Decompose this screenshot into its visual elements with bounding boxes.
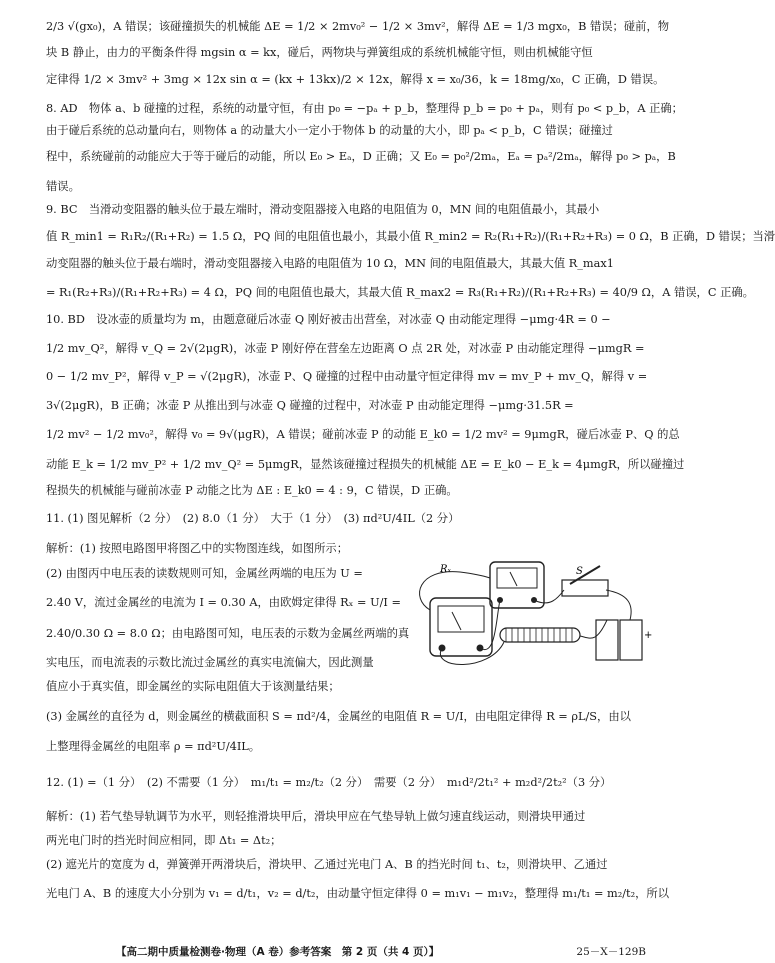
footer-title: 【高二期中质量检测卷·物理（A 卷）参考答案 第 2 页（共 4 页）】 [116, 946, 440, 958]
answer-line: 1/2 mv_Q²，解得 v_Q = 2√(2μgR)，冰壶 P 刚好停在营垒左边距离 O 点 2R 处，对冰壶 P 由动能定理得 −μmgR = [46, 342, 645, 355]
answer-line: 10. BD 设冰壶的质量均为 m，由题意碰后冰壶 Q 刚好被击出营垒，对冰壶 Q 由动能定理得 −μmg·4R = 0 − [46, 313, 611, 326]
answer-line: = R₁(R₂+R₃)/(R₁+R₂+R₃) = 4 Ω，PQ 间的电阻值也最大，其最大值 R_max2 = R₃(R₁+R₂)/(R₁+R₂+R₃) = 40/9 Ω，A 错误，C 正确。 [46, 286, 754, 299]
answer-line: 解析：(1) 若气垫导轨调节为水平，则轻推滑块甲后，滑块甲应在气垫导轨上做匀速直线运动，则滑块甲通过 [46, 810, 586, 823]
answer-line: 2/3 √(gx₀)，A 错误；该碰撞损失的机械能 ΔE = 1/2 × 2mv₀² − 1/2 × 3mv²，解得 ΔE = 1/3 mgx₀，B 错误；碰前，物 [46, 20, 670, 33]
answer-line: 块 B 静止，由力的平衡条件得 mgsin α = kx，碰后，两物块与弹簧组成的系统机械能守恒，则由机械能守恒 [46, 46, 593, 59]
answer-line: 值 R_min1 = R₁R₂/(R₁+R₂) = 1.5 Ω，PQ 间的电阻值也最小，其最小值 R_min2 = R₂(R₁+R₂)/(R₁+R₂+R₃) = 0 Ω，B 正确，D 错误；当滑 [46, 230, 775, 243]
answer-line: 2.40 V，流过金属丝的电流为 I = 0.30 A，由欧姆定律得 Rₓ = U/I = [46, 596, 401, 609]
answer-line: (2) 遮光片的宽度为 d，弹簧弹开两滑块后，滑块甲、乙通过光电门 A、B 的挡光时间 t₁、t₂，则滑块甲、乙通过 [46, 858, 608, 871]
answer-line: 光电门 A、B 的速度大小分别为 v₁ = d/t₁，v₂ = d/t₂，由动量守恒定律得 0 = m₁v₁ − m₁v₂，整理得 m₁/t₁ = m₂/t₂，所以 [46, 887, 670, 900]
answer-line: 动能 E_k = 1/2 mv_P² + 1/2 mv_Q² = 5μmgR，显然该碰撞过程损失的机械能 ΔE = E_k0 − E_k = 4μmgR，所以碰撞过 [46, 458, 685, 471]
answer-line: 定律得 1/2 × 3mv² + 3mg × 12x sin α = (kx + 13kx)/2 × 12x，解得 x = x₀/36，k = 18mg/x₀，C 正确，D 错误。 [46, 73, 665, 86]
answer-line: (3) 金属丝的直径为 d，则金属丝的横截面积 S = πd²/4，金属丝的电阻值 R = U/I，由电阻定律得 R = ρL/S，由以 [46, 710, 631, 723]
answer-line: 11. (1) 图见解析（2 分） (2) 8.0（1 分） 大于（1 分） (3) πd²U/4IL（2 分） [46, 512, 460, 525]
answer-line: 12. (1) =（1 分） (2) 不需要（1 分） m₁/t₁ = m₂/t₂（2 分） 需要（2 分） m₁d²/2t₁² + m₂d²/2t₂²（3 分） [46, 776, 612, 789]
circuit-figure [400, 558, 653, 676]
answer-line: 两光电门时的挡光时间应相同，即 Δt₁ = Δt₂； [46, 834, 282, 847]
answer-line: 1/2 mv² − 1/2 mv₀²，解得 v₀ = 9√(μgR)，A 错误；碰前冰壶 P 的动能 E_k0 = 1/2 mv² = 9μmgR，碰后冰壶 P、Q 的总 [46, 428, 680, 441]
label-rx: Rₓ [440, 564, 452, 575]
label-switch: S [576, 566, 583, 577]
answer-line: 9. BC 当滑动变阻器的触头位于最左端时，滑动变阻器接入电路的电阻值为 0，MN 间的电阻值最小，其最小 [46, 203, 600, 216]
label-plus: + [644, 630, 653, 641]
answer-line: 值应小于真实值，即金属丝的实际电阻值大于该测量结果； [46, 680, 340, 693]
answer-line: 解析：(1) 按照电路图甲将图乙中的实物图连线，如图所示； [46, 542, 349, 555]
answer-line: 程中，系统碰前的动能应大于等于碰后的动能，所以 E₀ > Eₐ，D 正确；又 E₀ = p₀²/2mₐ，Eₐ = pₐ²/2mₐ，解得 p₀ > pₐ，B [46, 150, 676, 163]
answer-line: 由于碰后系统的总动量向右，则物体 a 的动量大小一定小于物体 b 的动量的大小，即 pₐ < p_b，C 错误；碰撞过 [46, 124, 613, 137]
answer-line: 3√(2μgR)，B 正确；冰壶 P 从推出到与冰壶 Q 碰撞的过程中，对冰壶 P 由动能定理得 −μmg·31.5R = [46, 399, 574, 412]
answer-line: 上整理得金属丝的电阻率 ρ = πd²U/4IL。 [46, 740, 261, 753]
answer-line: 错误。 [46, 180, 80, 193]
circuit-drawing [400, 558, 653, 676]
answer-line: 2.40/0.30 Ω = 8.0 Ω；由电路图可知，电压表的示数为金属丝两端的真 [46, 627, 410, 640]
answer-line: 0 − 1/2 mv_P²，解得 v_P = √(2μgR)，冰壶 P、Q 碰撞的过程中由动量守恒定律得 mv = mv_P + mv_Q，解得 v = [46, 370, 648, 383]
answer-line: 8. AD 物体 a、b 碰撞的过程，系统的动量守恒，有由 p₀ = −pₐ + p_b，整理得 p_b = p₀ + pₐ，则有 p₀ < p_b，A 正确； [46, 102, 683, 115]
answer-line: 程损失的机械能与碰前冰壶 P 动能之比为 ΔE : E_k0 = 4 : 9，C 错误，D 正确。 [46, 484, 458, 497]
answer-line: 动变阻器的触头位于最右端时，滑动变阻器接入电路的电阻值为 10 Ω，MN 间的电阻值最大，其最大值 R_max1 [46, 257, 614, 270]
footer-code: 25－X－129B [576, 946, 646, 958]
answer-line: (2) 由图丙中电压表的读数规则可知，金属丝两端的电压为 U = [46, 567, 363, 580]
answer-line: 实电压，而电流表的示数比流过金属丝的真实电流偏大，因此测量 [46, 656, 374, 669]
page-footer [46, 944, 646, 958]
